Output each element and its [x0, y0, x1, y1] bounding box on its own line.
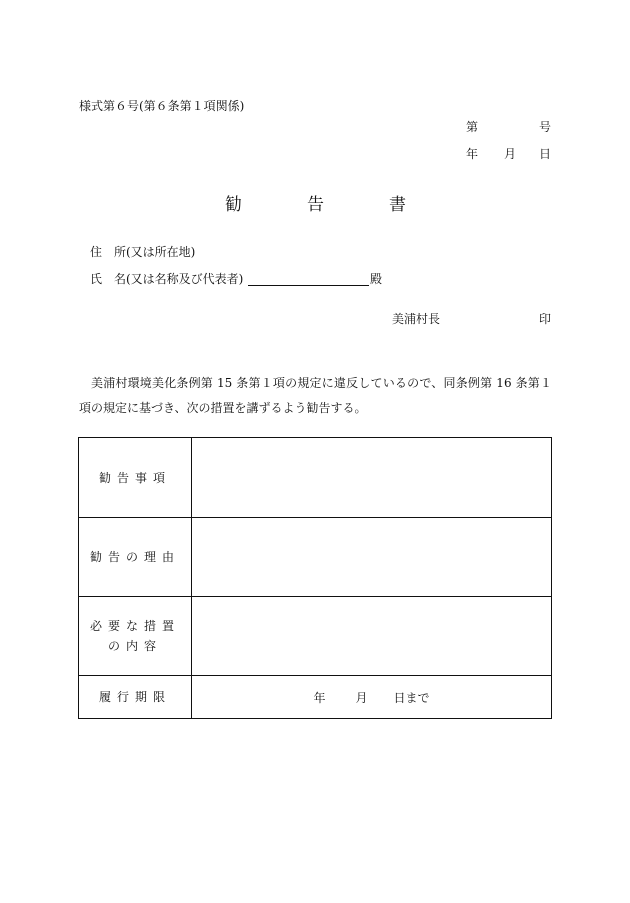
table-row — [79, 518, 552, 597]
table-row — [79, 597, 552, 676]
deadline-value[interactable] — [192, 676, 552, 719]
body-text: 美浦村環境美化条例第 15 条第１項の規定に違反しているので、同条例第 16 条第１項の規定に基づき、次の措置を講ずるよう勧告する。 — [79, 376, 552, 415]
row-value[interactable] — [192, 597, 552, 676]
deadline-year: 年 — [313, 690, 326, 705]
honorific: 殿 — [370, 272, 383, 286]
row-label: 勧告事項 — [79, 438, 192, 518]
form-number: 様式第６号(第６条第１項関係) — [79, 99, 245, 113]
row-label: 勧告の理由 — [79, 518, 192, 597]
document-title-char-1: 勧 — [225, 195, 242, 215]
row-value[interactable] — [192, 518, 552, 597]
document-title-char-3: 書 — [389, 195, 406, 215]
date-month: 月 — [504, 147, 517, 161]
row-value[interactable] — [192, 438, 552, 518]
name-label: 氏 名(又は名称及び代表者) — [90, 272, 244, 286]
date-year: 年 — [466, 147, 479, 161]
date-day: 日 — [539, 147, 552, 161]
seal-mark: 印 — [539, 312, 552, 326]
row-label: 必要な措置の内容 — [79, 597, 192, 676]
row-label: 履行期限 — [79, 676, 192, 719]
issuer-title: 美浦村長 — [392, 312, 441, 326]
name-underline — [248, 285, 369, 286]
table-row — [79, 438, 552, 518]
recommendation-table — [78, 437, 552, 719]
deadline-day-until: 日まで — [393, 690, 430, 705]
document-title-char-2: 告 — [307, 195, 324, 215]
address-label: 住 所(又は所在地) — [90, 245, 196, 259]
deadline-month: 月 — [355, 690, 368, 705]
reference-go: 号 — [539, 120, 552, 134]
table-row — [79, 676, 552, 719]
reference-dai: 第 — [466, 120, 479, 134]
